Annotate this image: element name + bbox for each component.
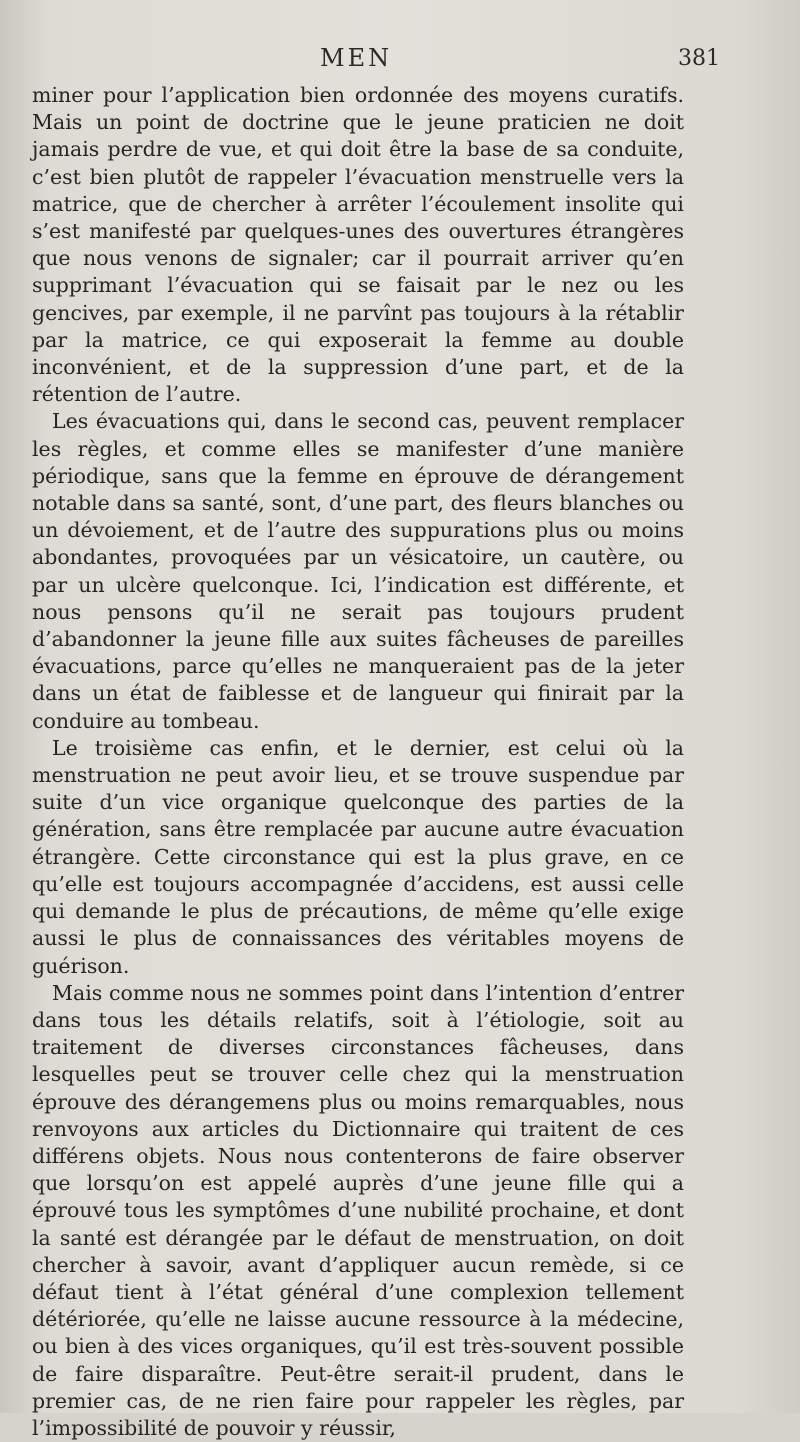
paragraph-second-case: Les évacuations qui, dans le second cas, peuvent remplacer les règles, et comme elles se manifester d’une manière périodique, sans que la femme en éprouve de dérangement notable dans sa santé, sont, d’une part, des fleurs blanches ou un dévoiement, et de l’autre des suppurations plus ou moins abondantes, provoquées par un vésicatoire, un cautère, ou par un ulcère quelconque. Ici, l’indication est différente, et nous pensons qu’il ne serait pas toujours prudent d’abandonner la jeune fille aux suites fâcheuses de pareilles évacuations, parce qu’elles ne manqueraient pas de la jeter dans un état de faiblesse et de langueur qui finirait par la conduire au tombeau. — [32, 409, 684, 733]
paragraph-continued: miner pour l’application bien ordonnée des moyens curatifs. Mais un point de doctrine que le jeune praticien ne doit jamais perdre de vue, et qui doit être la base de sa conduite, c’est bien plutôt de rappeler l’évacuation menstruelle vers la matrice, que de chercher à arrêter l’écoulement insolite qui s’est manifesté par quelques-unes des ouvertures étrangères que nous venons de signaler; car il pourrait arriver qu’en supprimant l’évacuation qui se faisait par le nez ou les gencives, par exemple, il ne parvînt pas toujours à la rétablir par la matrice, ce qui exposerait la femme au double inconvénient, et de la suppression d’une part, et de la rétention de l’autre. — [32, 83, 684, 407]
running-head — [32, 44, 720, 80]
paragraph-third-case: Le troisième cas enfin, et le dernier, est celui où la menstruation ne peut avoir lieu, et se trouve suspendue par suite d’un vice organique quelconque des parties de la génération, sans être remplacée par aucune autre évacuation étrangère. Cette circonstance qui est la plus grave, en ce qu’elle est toujours accompagnée d’accidens, est aussi celle qui demande le plus de précautions, de même qu’elle exige aussi le plus de connaissances des véritables moyens de guérison. — [32, 735, 684, 978]
paragraph-conclusion: Mais comme nous ne sommes point dans l’intention d’entrer dans tous les détails relatifs, soit à l’étiologie, soit au traitement de diverses circonstances fâcheuses, dans lesquelles peut se trouver celle chez qui la menstruation éprouve des dérangemens plus ou moins remarquables, nous renvoyons aux articles du Dictionnaire qui traitent de ces différens objets. Nous nous contenterons de faire observer que lorsqu’on est appelé auprès d’une jeune fille qui a éprouvé tous les symptômes d’une nubilité prochaine, et dont la santé est dérangée par le défaut de menstruation, on doit chercher à savoir, avant d’appliquer aucun remède, si ce défaut tient à l’état général d’une complexion tellement détériorée, qu’elle ne laisse aucune ressource à la médecine, ou bien à des vices organiques, qu’il est très-souvent possible de faire disparaître. Peut-être serait-il prudent, dans le premier cas, de ne rien faire pour rappeler les règles, par l’impossibilité de pouvoir y réussir, — [32, 980, 684, 1440]
running-title: MEN — [320, 44, 393, 72]
page-number: 381 — [678, 46, 720, 71]
body-text — [32, 82, 684, 1442]
